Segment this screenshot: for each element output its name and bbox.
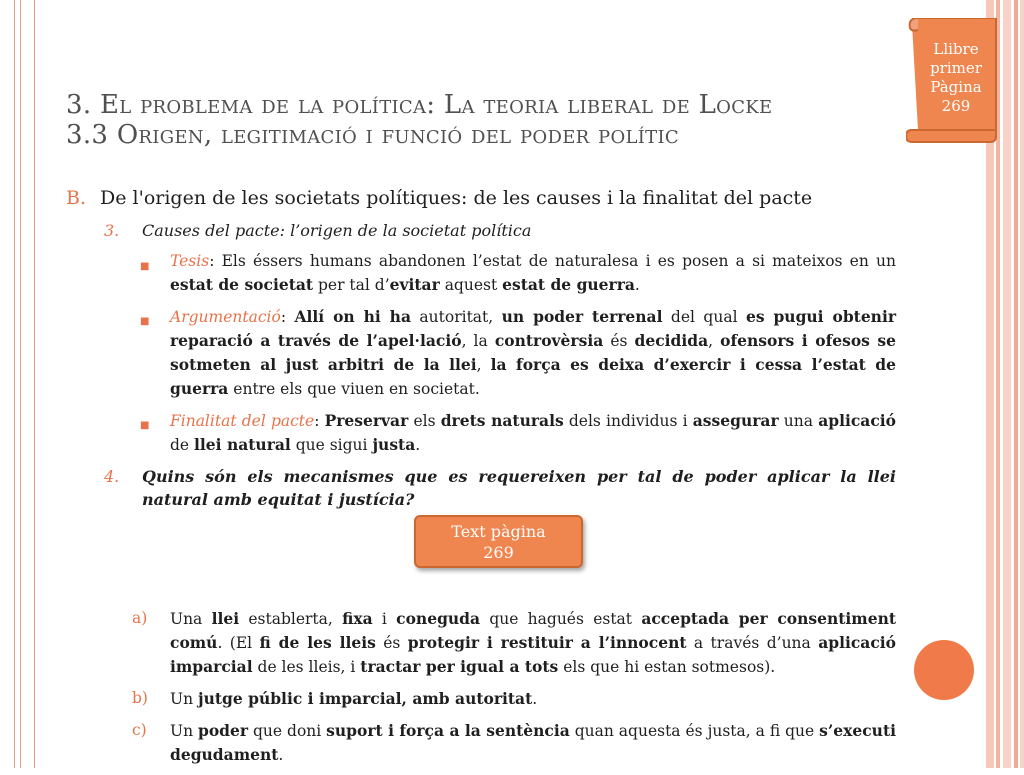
item-a-number: a) [132,609,148,627]
text-run: del qual [662,308,746,326]
bold-run: llei natural [194,435,291,454]
badge-line-2: primer [930,59,982,77]
text-run: . [278,746,284,764]
text-run: . (El [217,634,260,652]
bullet-argumentacio [138,305,896,401]
text-page-button-line-1: Text pàgina [451,522,546,541]
bold-run: ofensors i ofesos se sotmeten al just arbitri de la llei [170,331,897,374]
bold-run: evitar [389,275,440,294]
text-run: establerta, [239,610,343,628]
slide-title [66,90,906,150]
right-border-stripe [1020,0,1024,768]
bold-run: es pugui obtenir reparació a través de l’apel·lació [170,307,896,350]
title-line-2: 3.3 Origen, legitimació i funció del poder polític [66,120,679,150]
book-page-badge [906,18,1002,143]
item-c [132,719,896,767]
left-border-line [20,0,21,768]
bold-run: tractar per igual a tots [360,657,559,676]
title-line-1: 3. El problema de la política: La teoria liberal de Locke [66,90,773,120]
bold-run: llei [211,609,240,628]
point-4-number: 4. [104,467,120,486]
text-run: de [170,436,195,454]
bullet-tesis [138,250,896,297]
text-run: aquest [439,276,503,294]
bold-run: justa [372,435,416,454]
text-run: de les lleis, i [252,658,361,676]
text-run: , la [461,332,495,350]
section-b-text: De l'origen de les societats polítiques: de les causes i la finalitat del pacte [100,187,813,209]
bold-run: estat de societat [170,275,314,294]
text-run: , [708,332,721,350]
bold-run: acceptada per consentiment comú [170,609,896,652]
finalitat-label: Finalitat del pacte [170,412,315,430]
bold-run: coneguda [396,609,481,628]
bold-run: jutge públic i imparcial, amb autoritat [197,689,533,708]
argumentacio-label: Argumentació [170,308,281,326]
right-border-stripe [1003,0,1011,768]
bold-run: aplicació imparcial [170,633,896,676]
text-run: que sigui [290,436,373,454]
point-3-number: 3. [104,221,120,240]
square-bullet-icon: ■ [140,261,150,272]
badge-line-3: Pàgina [930,78,982,96]
square-bullet-icon: ■ [140,316,150,327]
bold-run: estat de guerra [502,275,635,294]
text-page-button-line-2: 269 [483,543,514,562]
text-run: a través d’una [686,634,819,652]
bold-run: drets naturals [440,411,564,430]
bold-run: fixa [342,609,373,628]
bold-run: decidida [634,331,709,350]
text-run: quan aquesta és justa, a fi que [569,722,820,740]
bold-run: poder [198,721,249,740]
text-run: és [603,332,635,350]
text-run: per tal d’ [313,276,390,294]
bold-run: Preservar [324,411,409,430]
text-run: que doni [248,722,327,740]
tesis-label: Tesis [170,252,210,270]
text-run: , [476,356,491,374]
bold-run: s’executi degudament [170,721,896,764]
text-run: . [532,690,538,708]
text-run: Un [170,722,198,740]
section-b-number: B. [66,187,87,209]
item-b [132,687,896,711]
item-c-number: c) [132,721,147,739]
text-run: autoritat, [410,308,502,326]
text-run: Un [170,690,198,708]
text-run: : Els éssers humans abandonen l’estat de naturalesa i es posen a si mateixos en un [209,252,896,270]
text-run: . [415,436,421,454]
text-run: . [634,276,640,294]
left-border-line [34,0,35,768]
text-run: els que hi estan sotmesos). [558,658,776,676]
text-run: : [280,308,295,326]
bold-run: la força es deixa d’exercir i cessa l’estat de guerra [170,355,896,398]
bold-run: aplicació [818,411,896,430]
left-border-line [14,0,15,768]
bold-run: protegir i restituir a l’innocent [407,633,687,652]
point-3-text: Causes del pacte: l’origen de la societat política [142,221,532,240]
text-run: i [372,610,397,628]
badge-line-1: Llibre [933,40,979,58]
bold-run: fi de les lleis [259,633,376,652]
item-b-number: b) [132,689,148,707]
text-run: entre els que viuen en societat. [228,380,480,398]
badge-line-4: 269 [941,97,971,115]
decorative-circle [914,640,974,700]
text-run: una [778,412,819,430]
bold-run: assegurar [692,411,779,430]
bold-run: suport i força a la sentència [326,721,570,740]
point-4-text: Quins són els mecanismes que es requereixen per tal de poder aplicar la llei natural amb equitat i justícia? [142,467,896,509]
bullet-finalitat [138,409,896,457]
text-run: Una [170,610,212,628]
item-a [132,607,896,679]
text-run: és [375,634,408,652]
point-3 [104,219,896,242]
text-run: : [314,412,325,430]
text-page-button[interactable] [414,515,583,568]
bold-run: un poder terrenal [501,307,663,326]
bold-run: controvèrsia [494,331,604,350]
text-run: que hagués estat [480,610,642,628]
section-b [66,185,896,211]
bold-run: Allí on hi ha [294,307,411,326]
text-run: els [408,412,441,430]
square-bullet-icon: ■ [140,420,150,431]
slide-content [66,185,896,775]
right-border-stripe [1014,0,1018,768]
point-4 [104,465,896,511]
text-run: dels individus i [563,412,693,430]
